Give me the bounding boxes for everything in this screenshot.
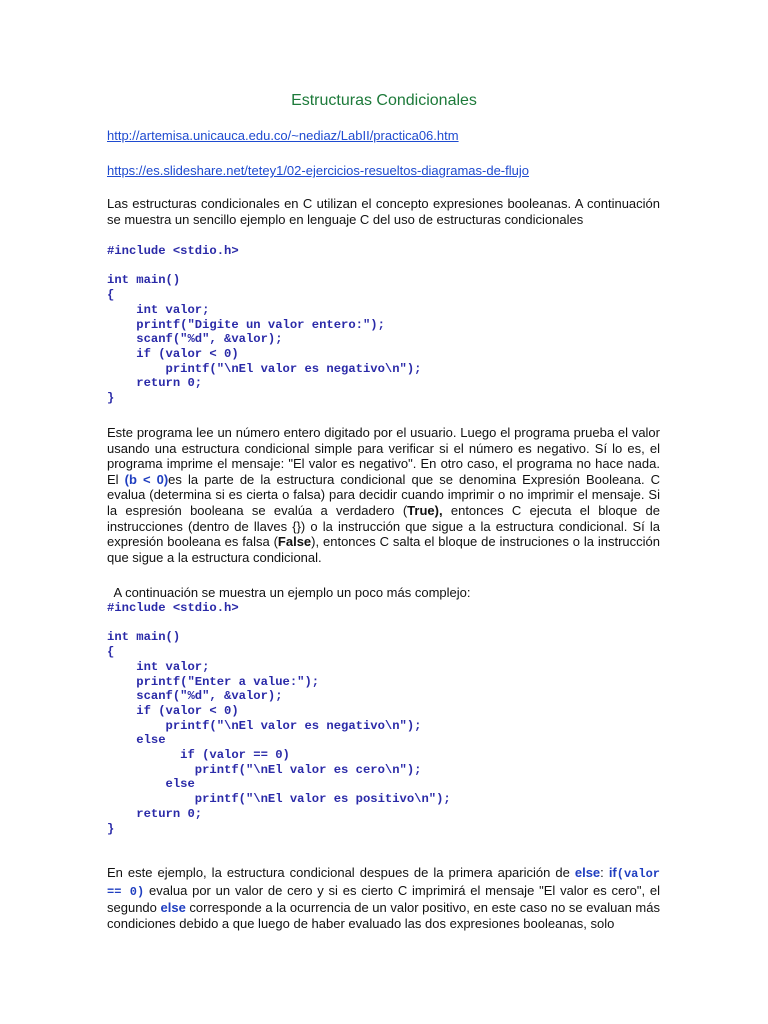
code-line: printf("\nEl valor es positivo\n"); <box>107 792 451 807</box>
code-line: #include <stdio.h> <box>107 244 239 258</box>
code-line: printf("\nEl valor es negativo\n"); <box>107 361 422 376</box>
code-line: return 0; <box>107 376 203 391</box>
intro-2-paragraph: A continuación se muestra un ejemplo un poco más complejo: <box>107 585 471 600</box>
code-line: else <box>107 733 166 748</box>
code-line: else <box>107 777 195 792</box>
code-line: #include <stdio.h> <box>107 601 239 615</box>
link-artemisa[interactable]: http://artemisa.unicauca.edu.co/~nediaz/LabII/practica06.htm <box>107 128 459 143</box>
code-line: int valor; <box>107 659 210 674</box>
code-line: { <box>107 645 115 660</box>
else-keyword-2: else <box>160 900 186 916</box>
code-line: printf("\nEl valor es negativo\n"); <box>107 718 422 733</box>
code-line: } <box>107 391 115 406</box>
boolean-expression: (b < 0) <box>124 471 169 487</box>
code-example-1 <box>107 244 422 406</box>
code-line: int valor; <box>107 302 210 317</box>
code-line: } <box>107 821 115 836</box>
code-line: return 0; <box>107 806 203 821</box>
false-keyword: False <box>277 534 312 550</box>
closing-text-3: evalua por un valor de cero y si es cierto C imprimirá el mensaje "El valor es cero", el segundo <box>107 882 660 916</box>
explanation-text-3: entonces C ejecuta el bloque de instrucciones (dentro de llaves {}) o la instrucción que sigue a la estructura condicional. Sí la expresión booleana es falsa ( <box>107 502 660 550</box>
code-line: if (valor == 0) <box>107 748 290 763</box>
code-line: printf("Enter a value:"); <box>107 674 320 689</box>
code-line: printf("Digite un valor entero:"); <box>107 317 385 332</box>
link-slideshare[interactable]: https://es.slideshare.net/tetey1/02-ejercicios-resueltos-diagramas-de-flujo <box>107 163 529 178</box>
closing-text-1: En este ejemplo, la estructura condicional despues de la primera aparición de <box>107 865 575 880</box>
explanation-text-1: Este programa lee un número entero digitado por el usuario. Luego el programa prueba el valor usando una estructura condicional simple para verificar si el número es negativo. Sí lo es, el programa imprime el mensaje: "El valor es negativo". En otro caso, el programa no hace nada. El <box>107 425 660 487</box>
code-line: int main() <box>107 630 181 645</box>
code-line: { <box>107 288 115 303</box>
code-line: int main() <box>107 273 181 288</box>
closing-text-4: corresponde a la ocurrencia de un valor positivo, en este caso no se evaluan más condiciones debido a que luego de haber evaluado las dos expresiones booleanas, solo <box>107 900 660 931</box>
if-keyword: if <box>608 865 617 880</box>
intro-paragraph: Las estructuras condicionales en C utilizan el concepto expresiones booleanas. A continuación se muestra un sencillo ejemplo en lenguaje C del uso de estructuras condicionales <box>107 196 660 227</box>
code-line: if (valor < 0) <box>107 346 239 361</box>
code-line: printf("\nEl valor es cero\n"); <box>107 762 422 777</box>
code-line: if (valor < 0) <box>107 703 239 718</box>
closing-paragraph <box>107 865 660 931</box>
code-line: scanf("%d", &valor); <box>107 332 283 347</box>
explanation-text-2: es la parte de la estructura condicional que se denomina Expresión Booleana. C evalua (determina si es cierta o falsa) para decidir cuando imprimir o no imprimir el mensaje. Si la espresión booleana se evalúa a verdadero ( <box>107 471 661 518</box>
document-title: Estructuras Condicionales <box>291 92 477 109</box>
inline-condition: (valor == 0) <box>107 867 660 899</box>
closing-text-2: : <box>600 865 609 880</box>
code-example-2 <box>107 601 451 836</box>
else-keyword-1: else <box>574 865 601 880</box>
explanation-paragraph <box>107 425 660 565</box>
code-line: scanf("%d", &valor); <box>107 689 283 704</box>
explanation-text-4: ), entonces C salta el bloque de instruciones o la instrucción que sigue a la estructura condicional. <box>107 534 660 565</box>
true-keyword: True), <box>407 502 443 518</box>
